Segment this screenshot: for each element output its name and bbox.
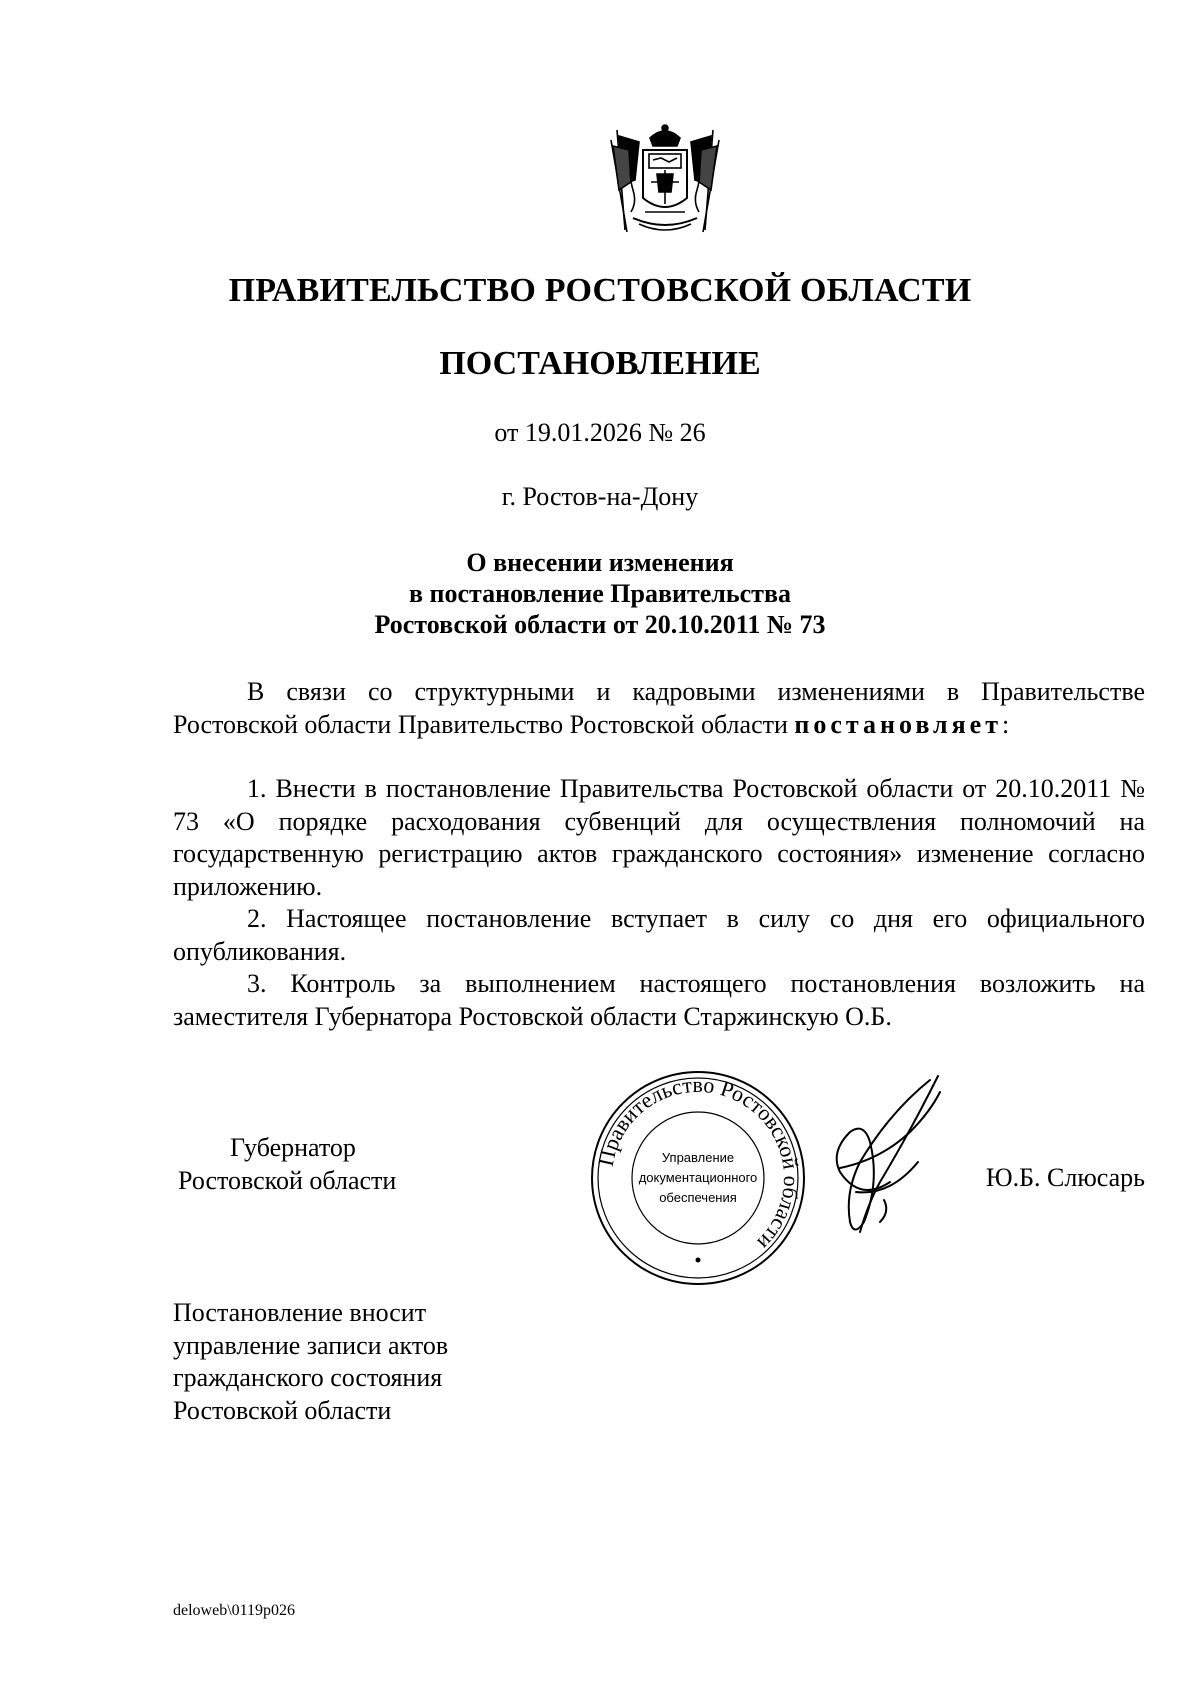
resolution-item: 3. Контроль за выполнением настоящего постановления возложить на заместителя Губернатора Ростовской области Старжинскую О.Б.: [173, 969, 1145, 1031]
date-number: от 19.01.2026 № 26: [494, 418, 706, 447]
document-subject: [0, 547, 1200, 640]
preamble-text: В связи со структурными и кадровыми изменениями в Правительстве Ростовской области Правительство Ростовской области: [173, 677, 1145, 739]
file-reference: deloweb\0119p026: [173, 1602, 296, 1619]
resolution-item: 2. Настоящее постановление вступает в силу со дня его официального опубликования.: [173, 904, 1145, 966]
organization-title: ПРАВИТЕЛЬСТВО РОСТОВСКОЙ ОБЛАСТИ: [228, 272, 972, 309]
position-line: Ростовской области: [178, 1165, 397, 1195]
seal-inner-line: Управление: [661, 1150, 735, 1165]
subject-line: О внесении изменения: [466, 548, 734, 577]
resolution-items: [173, 773, 1145, 1033]
preamble-end: :: [1002, 709, 1010, 739]
coat-of-arms-icon: [605, 120, 725, 238]
author-note-line: Постановление вносит: [173, 1298, 427, 1327]
author-note-line: управление записи актов: [173, 1330, 449, 1360]
position-line: Губернатор: [230, 1133, 356, 1162]
seal-inner-line: обеспечения: [659, 1190, 737, 1205]
official-seal: [588, 1068, 808, 1288]
city: г. Ростов-на-Дону: [501, 482, 699, 511]
document-type: ПОСТАНОВЛЕНИЕ: [439, 345, 761, 382]
signer-name: Ю.Б. Слюсарь: [985, 1163, 1145, 1192]
seal-outer-text: Правительство Ростовской области: [592, 1071, 805, 1256]
author-note-line: гражданского состояния: [173, 1363, 443, 1392]
preamble: [173, 676, 1145, 741]
resolution-item: 1. Внести в постановление Правительства Ростовской области от 20.10.2011 № 73 «О порядке расходования субвенций для осуществления полномочий на государственную регистрацию актов гражданского состояния» изменение согласно приложению.: [173, 774, 1145, 901]
author-note-line: Ростовской области: [173, 1395, 392, 1425]
author-note: [173, 1297, 573, 1427]
subject-line: Ростовской области от 20.10.2011 № 73: [374, 610, 826, 639]
handwritten-signature-icon: [820, 1072, 960, 1242]
subject-line: в постановление Правительства: [408, 579, 791, 608]
seal-inner-line: документационного: [638, 1170, 758, 1185]
signatory-position: [178, 1132, 418, 1197]
resolves-keyword: постановляет: [794, 709, 1002, 739]
